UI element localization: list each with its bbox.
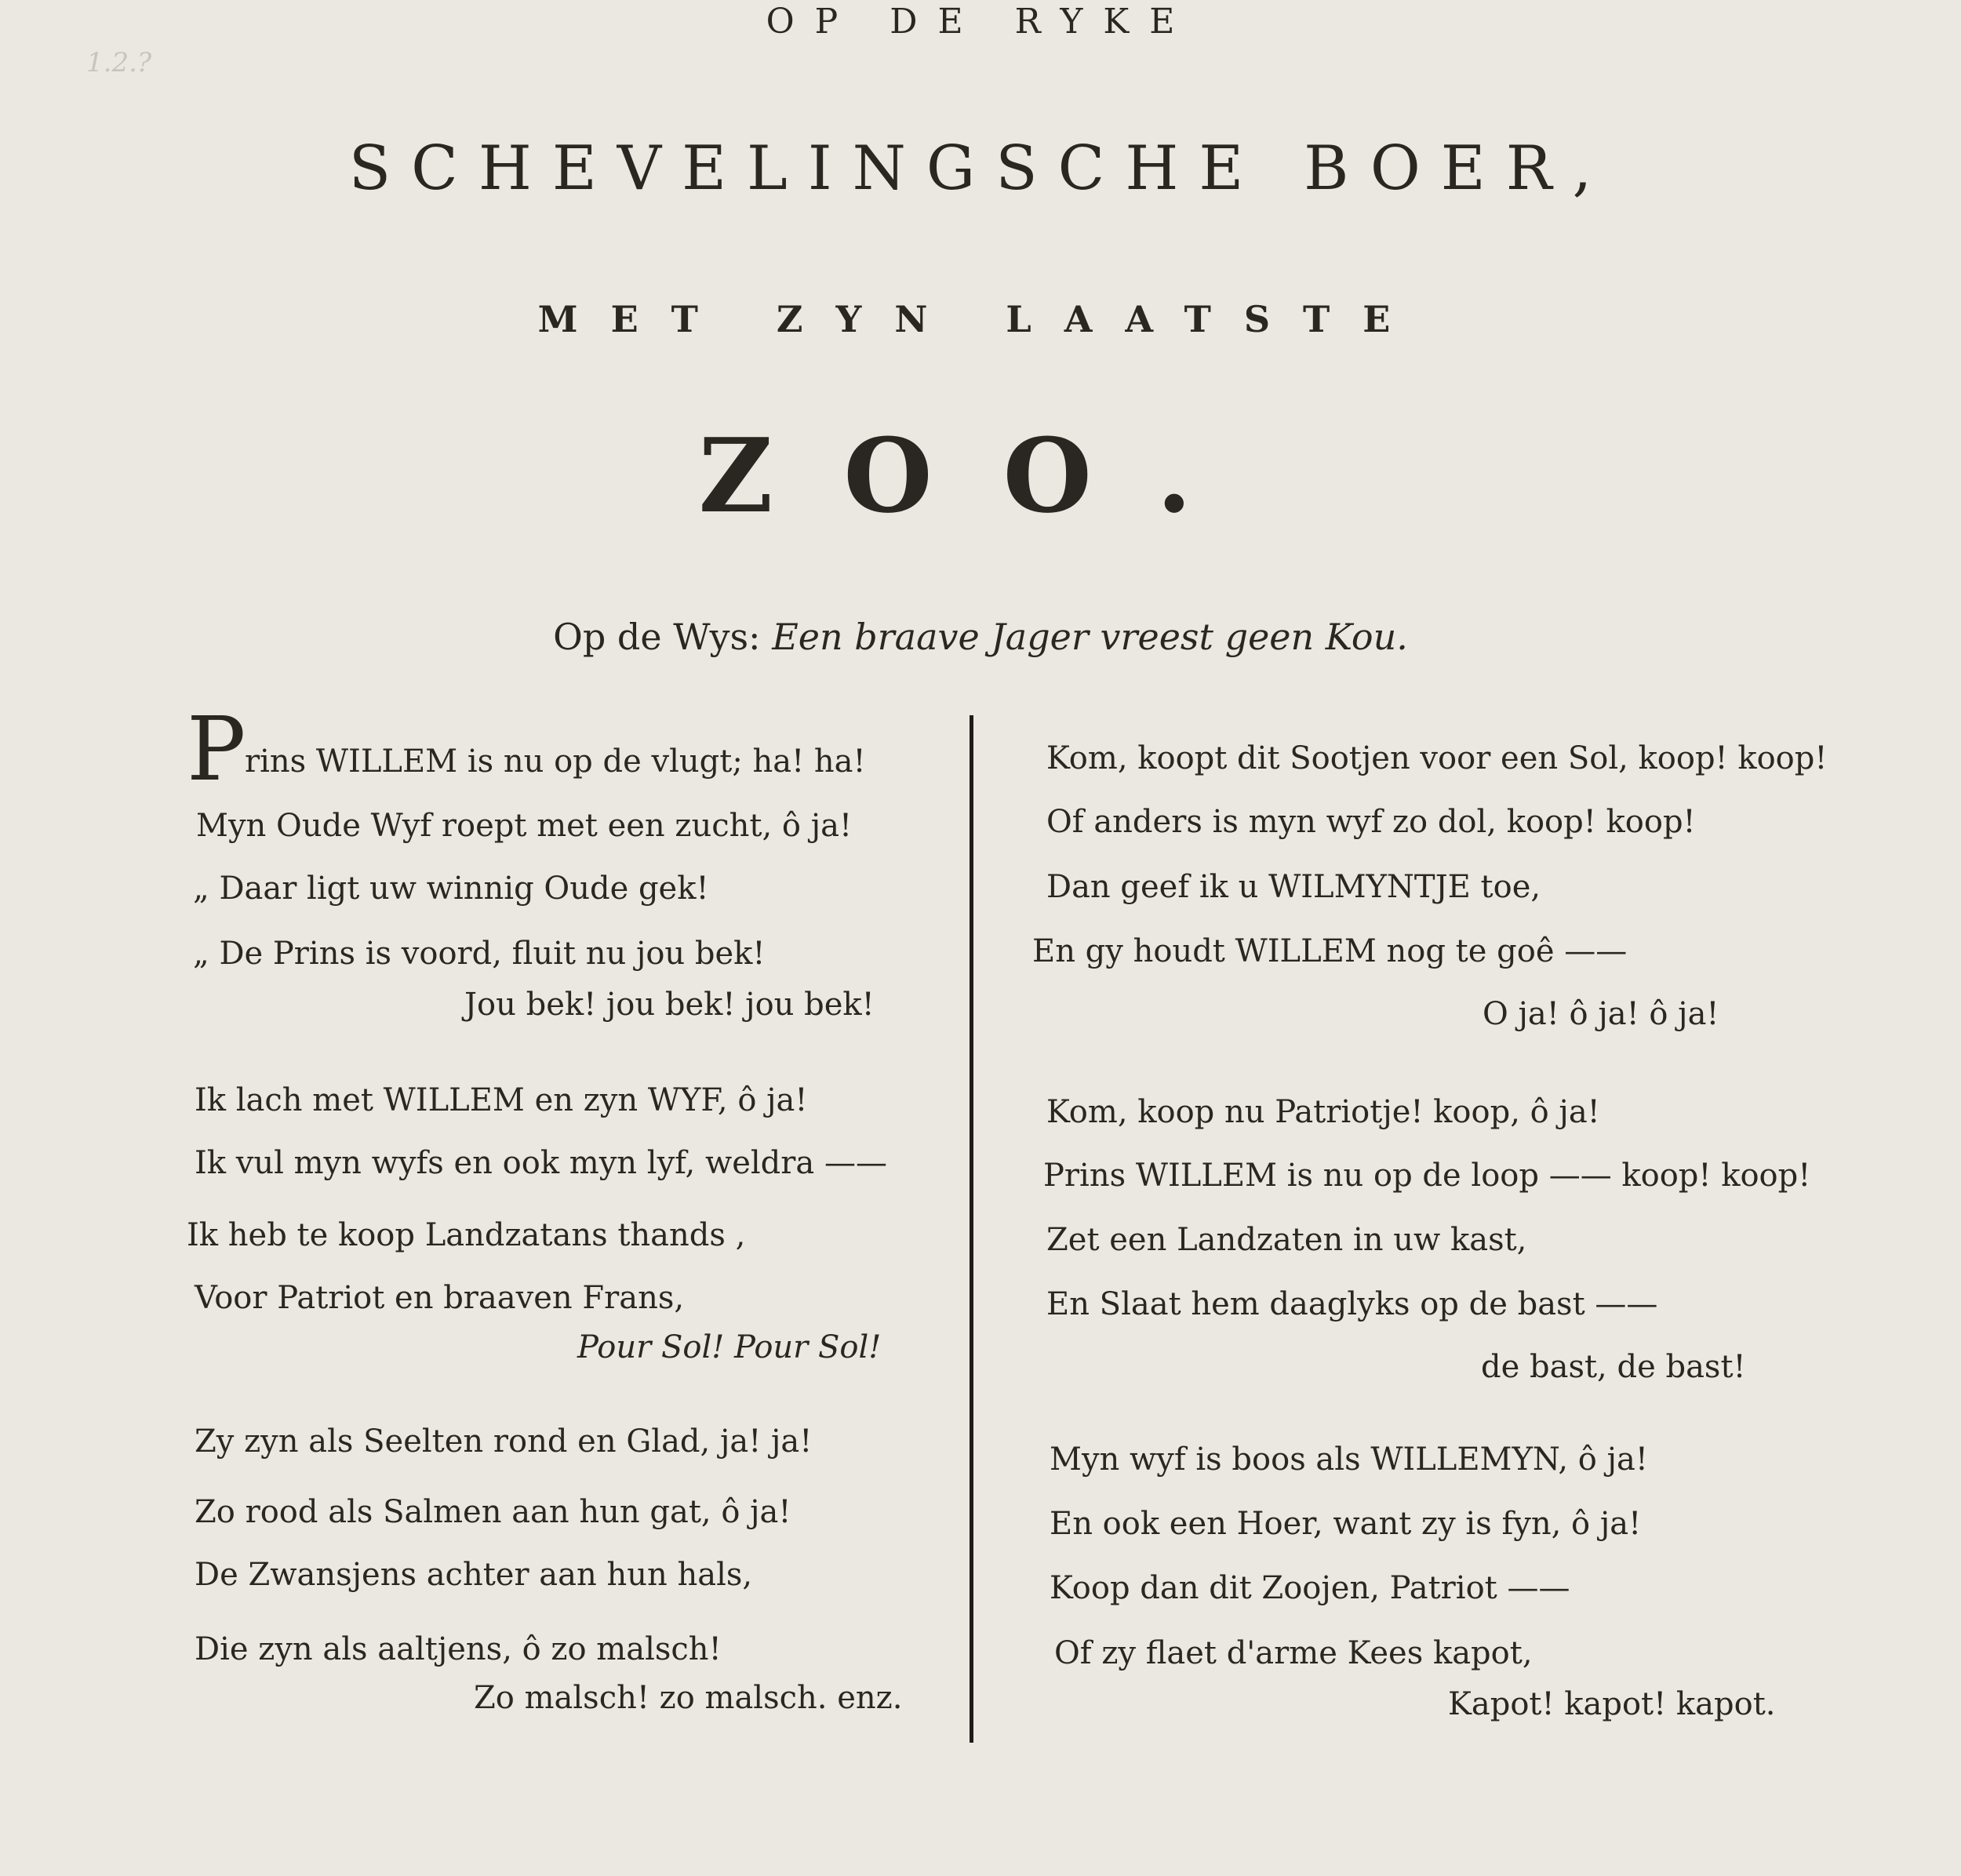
verse-line: Dan geef ik u WILMYNTJE toe, <box>1046 869 1541 905</box>
verse-line: Kapot! kapot! kapot. <box>1448 1686 1776 1722</box>
verse-line: Die zyn als aaltjens, ô zo malsch! <box>195 1631 722 1667</box>
verse-line: Ik heb te koop Landzatans thands , <box>187 1217 746 1253</box>
verse-line: rins WILLEM is nu op de vlugt; ha! ha! <box>245 743 866 780</box>
pencil-annotation: 1.2.? <box>86 47 152 78</box>
title-line-2: SCHEVELINGSCHE BOER, <box>348 133 1613 204</box>
verse-line: Zo malsch! zo malsch. enz. <box>474 1680 903 1716</box>
verse-line: De Zwansjens achter aan hun hals, <box>195 1557 753 1593</box>
verse-line: O ja! ô ja! ô ja! <box>1483 996 1719 1032</box>
tune-line <box>0 616 1961 658</box>
verse-line: Pour Sol! Pour Sol! <box>577 1329 882 1365</box>
verse-line: En Slaat hem daaglyks op de bast —— <box>1046 1286 1658 1322</box>
verse-line: Koop dan dit Zoojen, Patriot —— <box>1050 1570 1570 1606</box>
verse-line: Myn Oude Wyf roept met een zucht, ô ja! <box>196 808 853 844</box>
title-line-3: MET ZYN LAATSTE <box>537 298 1424 340</box>
verse-line: Prins WILLEM is nu op de loop —— koop! koop! <box>1043 1158 1811 1194</box>
tune-name: Een braave Jager vreest geen Kou. <box>772 616 1408 658</box>
verse-line: En gy houdt WILLEM nog te goê —— <box>1032 933 1628 969</box>
verse-line: Of anders is myn wyf zo dol, koop! koop! <box>1046 804 1696 840</box>
verse-line: Zo rood als Salmen aan hun gat, ô ja! <box>195 1494 791 1530</box>
verse-line: Zy zyn als Seelten rond en Glad, ja! ja! <box>195 1423 813 1460</box>
verse-line: Ik lach met WILLEM en zyn WYF, ô ja! <box>195 1082 808 1118</box>
verse-line: Of zy flaet d'arme Kees kapot, <box>1054 1635 1533 1671</box>
tune-prefix: Op de Wys: <box>553 616 761 658</box>
verse-line: Zet een Landzaten in uw kast, <box>1046 1222 1527 1258</box>
verse-line: Kom, koop nu Patriotje! koop, ô ja! <box>1046 1094 1600 1130</box>
verse-line: En ook een Hoer, want zy is fyn, ô ja! <box>1050 1506 1642 1542</box>
title-line-1: OP DE RYKE <box>766 2 1195 42</box>
verse-line: „ Daar ligt uw winnig Oude gek! <box>193 871 709 907</box>
verse-line: Jou bek! jou bek! jou bek! <box>464 987 875 1023</box>
drop-capital: P <box>187 699 246 801</box>
verse-line: Voor Patriot en braaven Frans, <box>195 1280 685 1316</box>
verse-line: Kom, koopt dit Sootjen voor een Sol, koop! koop! <box>1046 740 1828 776</box>
title-line-4: ZOO. <box>698 416 1263 536</box>
verse-line: Myn wyf is boos als WILLEMYN, ô ja! <box>1050 1442 1648 1478</box>
verse-line: Ik vul myn wyfs en ook myn lyf, weldra —— <box>195 1145 887 1181</box>
column-divider <box>970 715 973 1743</box>
verse-line: „ De Prins is voord, fluit nu jou bek! <box>193 936 766 972</box>
verse-line: de bast, de bast! <box>1481 1349 1746 1385</box>
